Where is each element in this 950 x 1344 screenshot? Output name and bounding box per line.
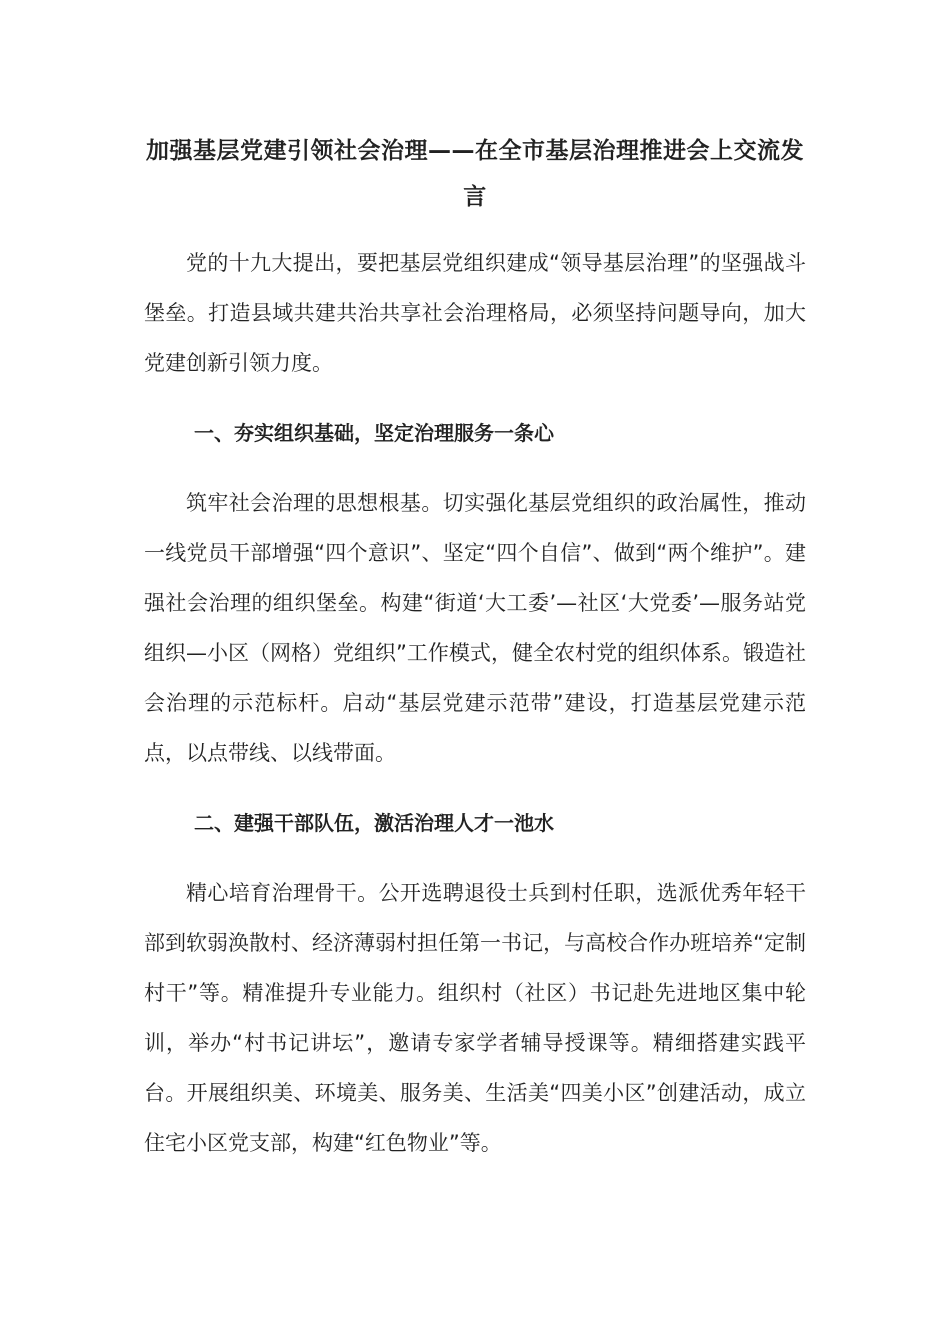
document-title: 加强基层党建引领社会治理——在全市基层治理推进会上交流发言: [146, 138, 804, 210]
section-2-body: 精心培育治理骨干。公开选聘退役士兵到村任职，选派优秀年轻干部到软弱涣散村、经济薄弱村担任第一书记，与高校合作办班培养“定制村干”等。精准提升专业能力。组织村（社区）书记赴先进地区集中轮训，举办“村书记讲坛”，邀请专家学者辅导授课等。精细搭建实践平台。开展组织美、环境美、服务美、生活美“四美小区”创建活动，成立住宅小区党支部，构建“红色物业”等。: [144, 881, 806, 1155]
section-1-body: 筑牢社会治理的思想根基。切实强化基层党组织的政治属性，推动一线党员干部增强“四个意识”、坚定“四个自信”、做到“两个维护”。建强社会治理的组织堡垒。构建“街道‘大工委’—社区‘大党委’—服务站党组织—小区（网格）党组织”工作模式，健全农村党的组织体系。锻造社会治理的示范标杆。启动“基层党建示范带”建设，打造基层党建示范点，以点带线、以线带面。: [144, 491, 806, 765]
document-page: [144, 128, 806, 1168]
section-2-heading: 二、建强干部队伍，激活治理人才一池水: [194, 811, 554, 835]
section-1-heading: 一、夯实组织基础，坚定治理服务一条心: [194, 421, 554, 445]
intro-paragraph: 党的十九大提出，要把基层党组织建成“领导基层治理”的坚强战斗堡垒。打造县域共建共治共享社会治理格局，必须坚持问题导向，加大党建创新引领力度。: [144, 251, 806, 375]
